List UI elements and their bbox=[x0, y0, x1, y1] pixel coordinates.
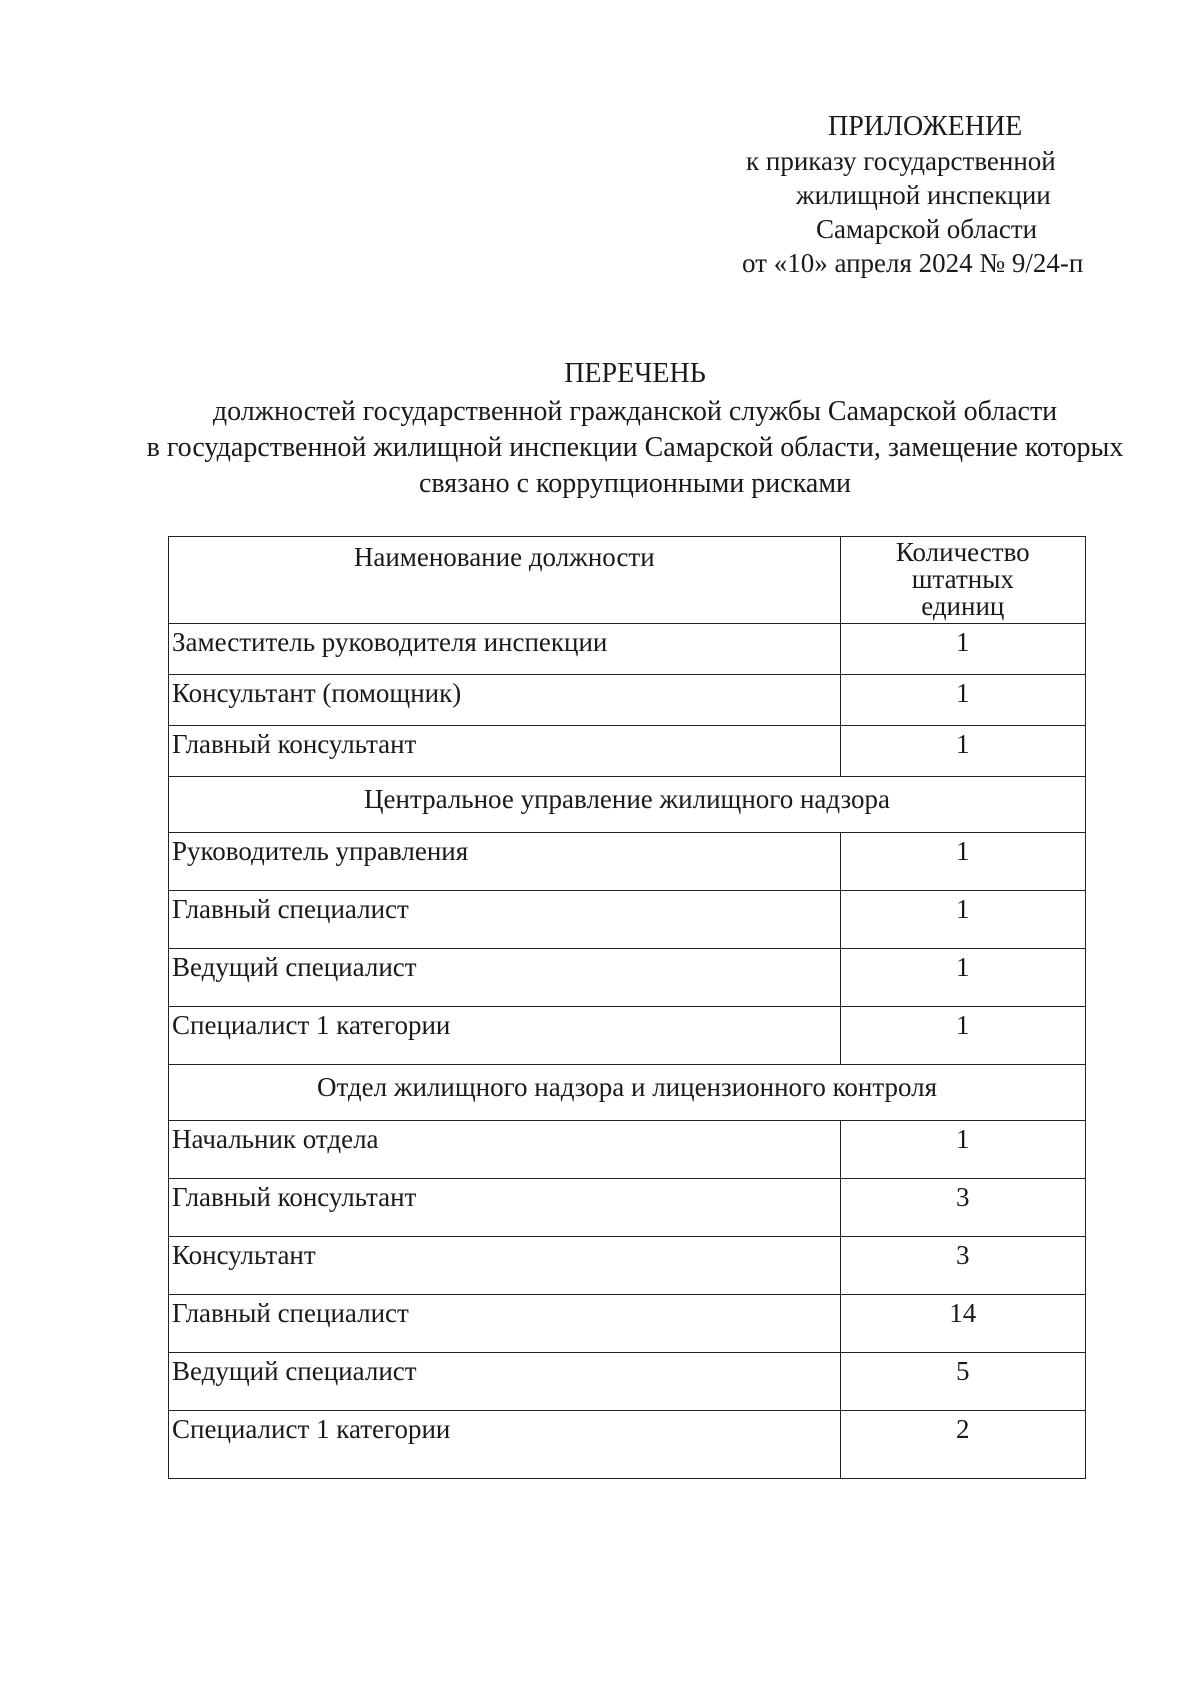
position-name: Ведущий специалист bbox=[169, 949, 841, 1007]
position-quantity: 3 bbox=[840, 1237, 1085, 1295]
header-quantity-line-3: единиц bbox=[921, 591, 1005, 621]
position-name: Главный специалист bbox=[169, 1295, 841, 1353]
positions-table bbox=[168, 536, 1086, 1479]
table-row bbox=[169, 891, 1086, 949]
document-title-block bbox=[120, 356, 1150, 502]
header-quantity bbox=[840, 537, 1085, 624]
document-subtitle-3: связано с коррупционными рисками bbox=[418, 468, 852, 499]
table-row bbox=[169, 1353, 1086, 1411]
appendix-line-1: к приказу государственной bbox=[746, 146, 1056, 176]
document-subtitle-1: должностей государственной гражданской службы Самарской области bbox=[212, 396, 1058, 427]
header-position-name: Наименование должности bbox=[169, 537, 841, 624]
table-row bbox=[169, 726, 1086, 777]
position-name: Заместитель руководителя инспекции bbox=[169, 624, 841, 675]
section-title-central-department: Центральное управление жилищного надзора bbox=[169, 777, 1086, 833]
position-quantity: 1 bbox=[840, 624, 1085, 675]
table-row bbox=[169, 624, 1086, 675]
section-row bbox=[169, 1065, 1086, 1121]
position-name: Специалист 1 категории bbox=[169, 1007, 841, 1065]
position-name: Специалист 1 категории bbox=[169, 1411, 841, 1479]
appendix-block bbox=[700, 110, 1120, 280]
table-row bbox=[169, 1295, 1086, 1353]
document-subtitle-2: в государственной жилищной инспекции Самарской области, замещение которых bbox=[146, 432, 1124, 463]
table-row bbox=[169, 1121, 1086, 1179]
position-quantity: 2 bbox=[840, 1411, 1085, 1479]
position-quantity: 1 bbox=[840, 675, 1085, 726]
position-quantity: 1 bbox=[840, 726, 1085, 777]
position-quantity: 14 bbox=[840, 1295, 1085, 1353]
position-quantity: 1 bbox=[840, 949, 1085, 1007]
header-quantity-line-2: штатных bbox=[911, 564, 1014, 594]
appendix-line-3: Самарской области bbox=[816, 214, 1038, 244]
table-row bbox=[169, 1179, 1086, 1237]
position-name: Начальник отдела bbox=[169, 1121, 841, 1179]
table-row bbox=[169, 1007, 1086, 1065]
position-name: Главный консультант bbox=[169, 1179, 841, 1237]
position-quantity: 3 bbox=[840, 1179, 1085, 1237]
position-name: Консультант (помощник) bbox=[169, 675, 841, 726]
position-quantity: 1 bbox=[840, 1007, 1085, 1065]
position-quantity: 1 bbox=[840, 1121, 1085, 1179]
position-name: Главный консультант bbox=[169, 726, 841, 777]
table-row bbox=[169, 1237, 1086, 1295]
position-name: Ведущий специалист bbox=[169, 1353, 841, 1411]
position-name: Консультант bbox=[169, 1237, 841, 1295]
appendix-line-2: жилищной инспекции bbox=[796, 180, 1051, 210]
section-title-housing-supervision: Отдел жилищного надзора и лицензионного контроля bbox=[169, 1065, 1086, 1121]
position-name: Главный специалист bbox=[169, 891, 841, 949]
header-quantity-line-1: Количество bbox=[895, 537, 1030, 567]
position-quantity: 5 bbox=[840, 1353, 1085, 1411]
table-row bbox=[169, 1411, 1086, 1479]
table-row bbox=[169, 949, 1086, 1007]
appendix-title: ПРИЛОЖЕНИЕ bbox=[828, 111, 1023, 142]
table-header-row bbox=[169, 537, 1086, 624]
position-quantity: 1 bbox=[840, 833, 1085, 891]
table-row bbox=[169, 833, 1086, 891]
document-heading: ПЕРЕЧЕНЬ bbox=[564, 358, 706, 389]
position-name: Руководитель управления bbox=[169, 833, 841, 891]
table-row bbox=[169, 675, 1086, 726]
section-row bbox=[169, 777, 1086, 833]
appendix-line-4: от «10» апреля 2024 № 9/24-п bbox=[742, 248, 1084, 278]
position-quantity: 1 bbox=[840, 891, 1085, 949]
